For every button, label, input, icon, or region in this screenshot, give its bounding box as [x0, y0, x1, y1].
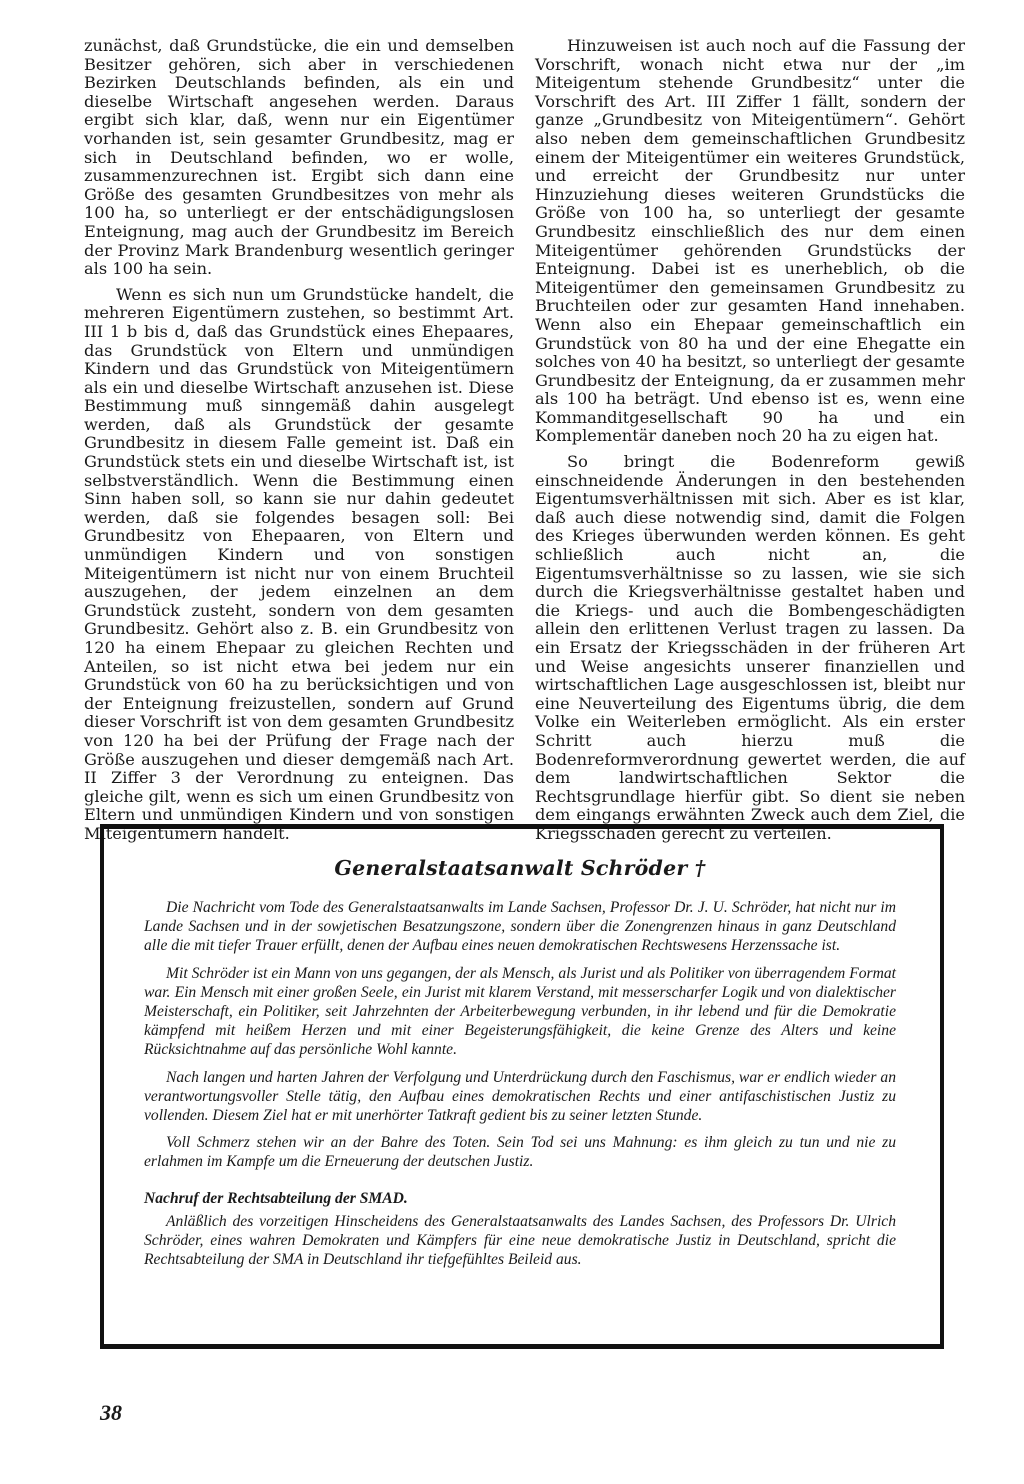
- left-paragraph-2: Wenn es sich nun um Grundstücke handelt, die mehreren Eigentümern zustehen, so bestimmt Art. III 1 b bis d, daß das Grundstück eines Ehepaares, das Grundstück von Eltern und unmündigen Kindern und das Grundstück von Miteigentümern als ein und dieselbe Wirtschaft anzusehen ist. Diese Bestimmung muß sinngemäß dahin ausgelegt werden, daß als Grundstück der gesamte Grundbesitz in diesem Falle gemeint ist. Daß ein Grundstück stets ein und dieselbe Wirtschaft ist, ist selbstverständlich. Wenn die Bestimmung einen Sinn haben soll, so kann sie nur dahin gedeutet werden, daß sie folgendes besagen soll: Bei Grundbesitz von Ehepaaren, von Eltern und unmündigen Kindern und von sonstigen Miteigentümern ist nicht nur von einem Bruchteil auszugehen, der jedem einzelnen an dem Grundstück zusteht, sondern von dem gesamten Grundbesitz. Gehört also z. B. ein Grundbesitz von 120 ha einem Ehepaar zu gleichen Rechten und Anteilen, so ist nicht etwa bei jedem nur ein Grundstück von 60 ha zu berücksichtigen und von der Enteignung freizustellen, sondern auf Grund dieser Vorschrift ist von dem gesamten Grundbesitz von 120 ha bei der Prüfung der Frage nach der Größe auszugehen und dieser demgemäß nach Art. II Ziffer 3 der Verordnung zu enteignen. Das gleiche gilt, wenn es sich um einen Grundbesitz von Eltern und unmündigen Kindern und von sonstigen Miteigentümern handelt.: [84, 284, 514, 843]
- obituary-paragraph-2: Mit Schröder ist ein Mann von uns gegangen, der als Mensch, als Jurist und als Politiker von überragendem Format war. Ein Mensch mit einer großen Seele, ein Jurist mit klarem Verstand, mit messerscharfer Logik und von dialektischer Meisterschaft, ein Politiker, seit Jahrzehnten der Arbeiterbewegung verbunden, in ihr lebend und für die Demokratie kämpfend mit heißem Herzen und mit einer Begeisterungsfähigkeit, die keine Grenze des Alters und keine Rücksichtnahme auf das persönliche Wohl kannte.: [144, 964, 896, 1059]
- smad-heading: Nachruf der Rechtsabteilung der SMAD.: [144, 1189, 408, 1207]
- obituary-box: [100, 824, 944, 1349]
- left-column: [84, 37, 514, 851]
- page-number: 38: [100, 1400, 122, 1425]
- obituary-paragraph-4: Voll Schmerz stehen wir an der Bahre des Toten. Sein Tod sei uns Mahnung: es ihm gleich zu tun und nie zu erlahmen im Kampfe um die Erneuerung der deutschen Justiz.: [144, 1134, 896, 1171]
- right-paragraph-1: Hinzuweisen ist auch noch auf die Fassung der Vorschrift, wonach nicht etwa nur der „im Miteigentum stehende Grundbesitz“ unter die Vorschrift des Art. III Ziffer 1 fällt, sondern der ganze „Grundbesitz von Miteigentümern“. Gehört also neben dem gemeinschaftlichen Grundbesitz einem der Miteigentümer ein weiteres Grundstück, und erreicht der Grundbesitz nur unter Hinzuziehung dieses weiteren Grundstücks die Größe von 100 ha, so unterliegt der gesamte Grundbesitz einschließlich des nur dem einen Miteigentümer gehörenden Grundstücks der Enteignung. Dabei ist es unerheblich, ob die Miteigentümer den gemeinsamen Grundbesitz zu Bruchteilen oder zur gesamten Hand innehaben. Wenn also ein Ehepaar gemeinschaftlich ein Grundstück von 80 ha und der eine Ehegatte ein solches von 40 ha besitzt, so unterliegt der gesamte Grundbesitz der Enteignung, da er zusammen mehr als 100 ha beträgt. Und ebenso ist es, wenn eine Kommanditgesellschaft 90 ha und ein Komplementär daneben noch 20 ha zu eigen hat.: [535, 36, 965, 446]
- left-paragraph-1: zunächst, daß Grundstücke, die ein und demselben Besitzer gehören, sich aber in verschiedenen Bezirken Deutschlands befinden, als ein und dieselbe Wirtschaft angesehen werden. Daraus ergibt sich klar, daß, wenn nur ein Eigentümer vorhanden ist, sein gesamter Grundbesitz, mag er sich in Deutschland befinden, wo er wolle, zusammenzurechnen ist. Ergibt sich dann eine Größe des gesamten Grundbesitzes von mehr als 100 ha, so unterliegt er der entschädigungslosen Enteignung, mag auch der Grundbesitz im Bereich der Provinz Mark Brandenburg wesentlich geringer als 100 ha sein.: [84, 36, 514, 279]
- right-paragraph-2: So bringt die Bodenreform gewiß einschneidende Änderungen in den bestehenden Eigentumsverhältnissen mit sich. Aber es ist klar, daß auch diese notwendig sind, damit die Folgen des Krieges überwunden werden können. Es geht schließlich auch nicht an, die Eigentumsverhältnisse so zu lassen, wie sie sich durch die Kriegsverhältnisse gestaltet haben und die Kriegs- und auch die Bombengeschädigten allein den erlittenen Verlust tragen zu lassen. Da ein Ersatz der Kriegsschäden in der früheren Art und Weise angesichts unserer finanziellen und wirtschaftlichen Lage ausgeschlossen ist, bleibt nur eine Neuverteilung des Eigentums übrig, die dem Volke ein Weiterleben ermöglicht. Als ein erster Schritt auch hierzu muß die Bodenreformverordnung gewertet werden, die auf dem landwirtschaftlichen Sektor die Rechtsgrundlage hierfür gibt. So dient sie neben dem eingangs erwähnten Zweck auch dem Ziel, die Kriegsschäden gerecht zu verteilen.: [535, 452, 965, 843]
- obituary-paragraph-1: Die Nachricht vom Tode des Generalstaatsanwalts im Lande Sachsen, Professor Dr. J. U. Schröder, hat nicht nur im Lande Sachsen und in der sowjetischen Besatzungszone, sondern über die Zonengrenzen hinaus in ganz Deutschland alle die mit tiefer Trauer erfüllt, denen der Aufbau eines neuen demokratischen Rechtswesens Herzenssache ist.: [144, 899, 896, 955]
- obituary-title: Generalstaatsanwalt Schröder †: [334, 856, 706, 880]
- right-column: [535, 37, 965, 851]
- smad-text: Anläßlich des vorzeitigen Hinscheidens des Generalstaatsanwalts des Landes Sachsen, des Professors Dr. Ulrich Schröder, eines wahren Demokraten und Kämpfers für eine neue demokratische Justiz in Deutschland, spricht die Rechtsabteilung der SMA in Deutschland ihr tiefgefühltes Beileid aus.: [144, 1212, 896, 1269]
- obituary-paragraph-3: Nach langen und harten Jahren der Verfolgung und Unterdrückung durch den Faschismus, war er endlich wieder an verantwortungsvoller Stelle tätig, den Aufbau eines demokratischen Rechts und einer antifaschistischen Justiz zu vollenden. Diesem Ziel hat er mit unerhörter Tatkraft gedient bis zu seiner letzten Stunde.: [144, 1068, 896, 1125]
